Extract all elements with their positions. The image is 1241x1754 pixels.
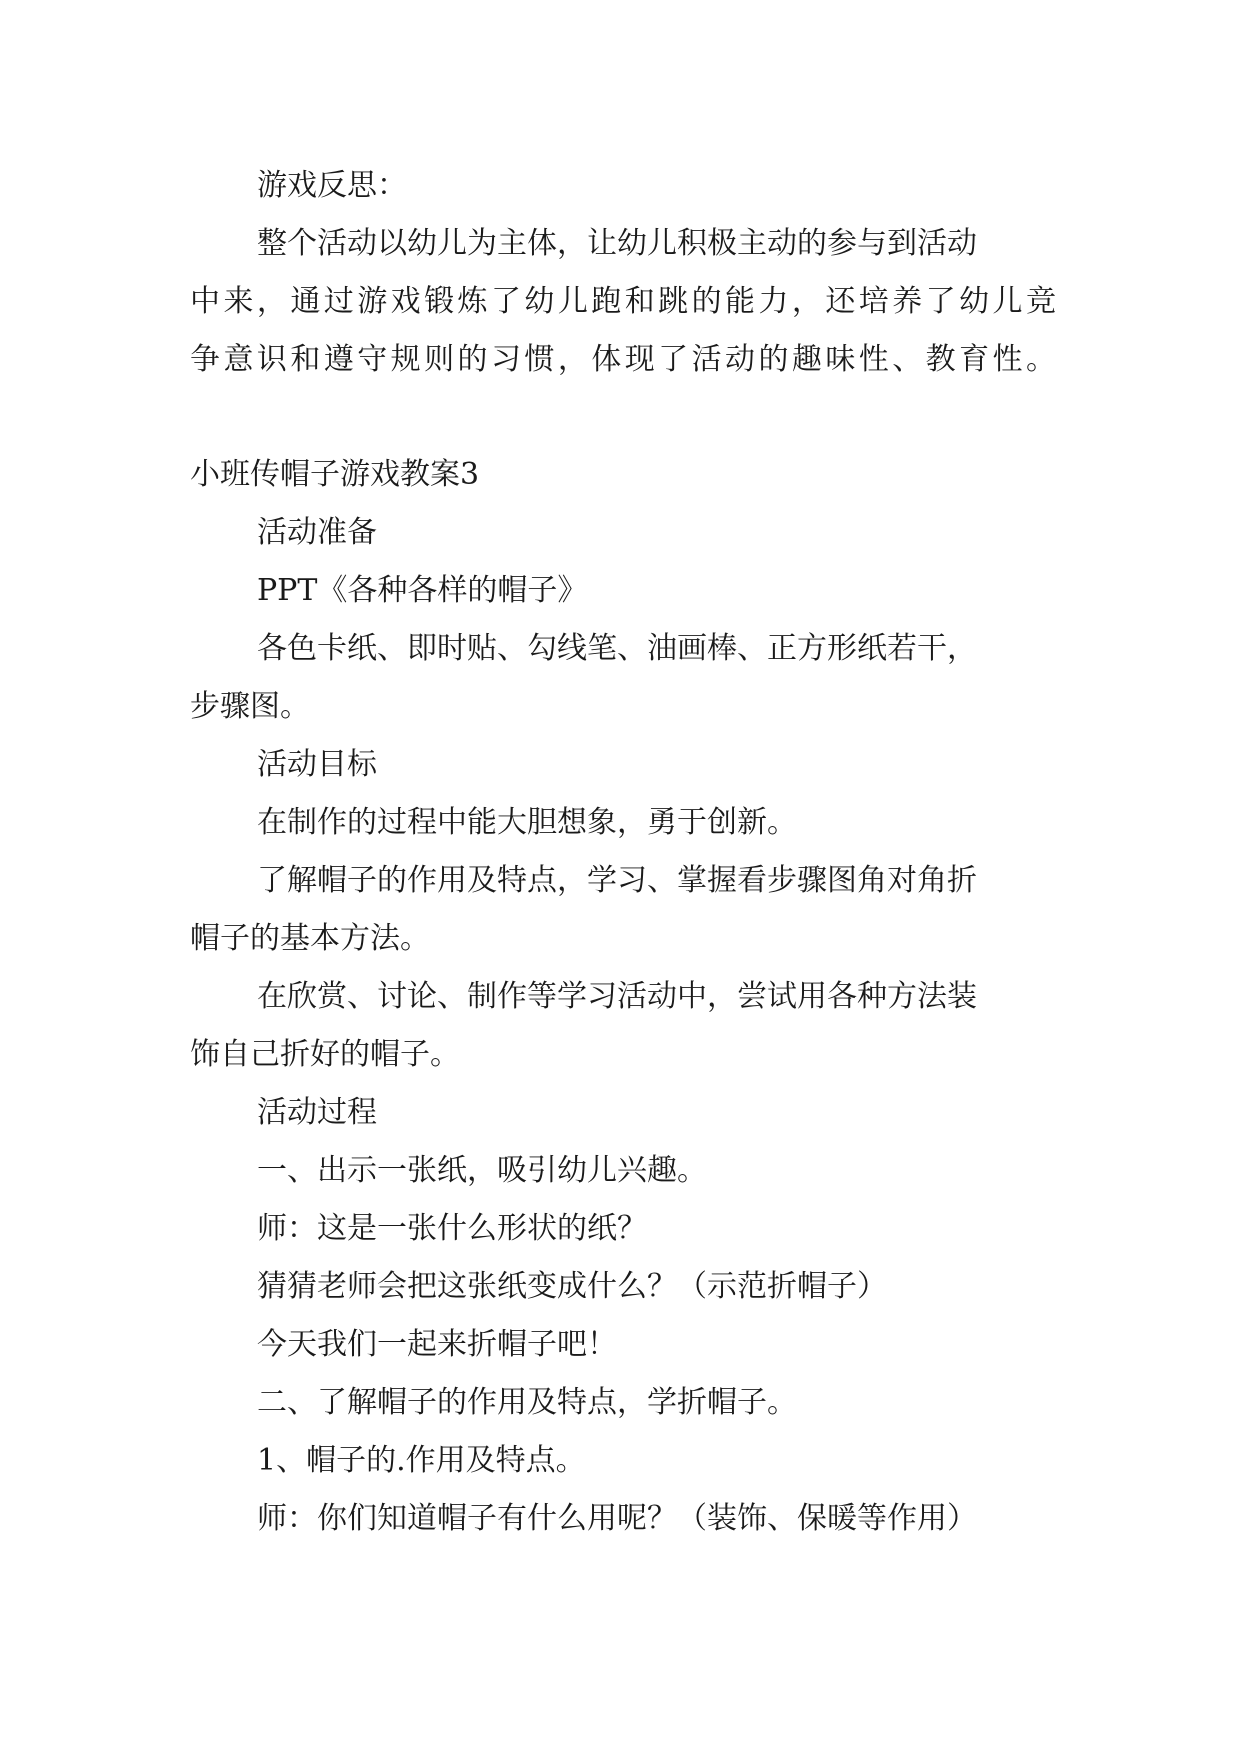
paragraph-line: 步骤图。	[190, 689, 310, 724]
paragraph-line: 一、出示一张纸，吸引幼儿兴趣。	[257, 1153, 707, 1188]
paragraph-line: PPT《各种各样的帽子》	[257, 573, 588, 608]
paragraph-line: 今天我们一起来折帽子吧！	[257, 1327, 617, 1362]
paragraph-line: 师：这是一张什么形状的纸？	[257, 1211, 647, 1246]
paragraph-line: 二、了解帽子的作用及特点，学折帽子。	[257, 1385, 797, 1420]
subheading-goals: 活动目标	[257, 747, 377, 782]
paragraph-line: 在欣赏、讨论、制作等学习活动中，尝试用各种方法装	[257, 979, 977, 1014]
paragraph-line: 帽子的基本方法。	[190, 921, 430, 956]
subheading-preparation: 活动准备	[257, 515, 377, 550]
paragraph-line: 师：你们知道帽子有什么用呢？（装饰、保暖等作用）	[257, 1501, 977, 1536]
subheading-process: 活动过程	[257, 1095, 377, 1130]
paragraph-line: 中来，通过游戏锻炼了幼儿跑和跳的能力，还培养了幼儿竞	[190, 284, 1056, 319]
paragraph-line: 了解帽子的作用及特点，学习、掌握看步骤图角对角折	[257, 863, 977, 898]
paragraph-line: 争意识和遵守规则的习惯，体现了活动的趣味性、教育性。	[190, 342, 1056, 377]
paragraph-line: 饰自己折好的帽子。	[190, 1037, 460, 1072]
paragraph-heading-reflection: 游戏反思：	[257, 168, 407, 203]
section-title: 小班传帽子游戏教案3	[190, 457, 480, 492]
paragraph-line: 各色卡纸、即时贴、勾线笔、油画棒、正方形纸若干，	[257, 631, 977, 666]
paragraph-line: 在制作的过程中能大胆想象，勇于创新。	[257, 805, 797, 840]
paragraph-line: 猜猜老师会把这张纸变成什么？（示范折帽子）	[257, 1269, 887, 1304]
paragraph-line: 整个活动以幼儿为主体，让幼儿积极主动的参与到活动	[257, 226, 977, 261]
paragraph-line: 1、帽子的.作用及特点。	[257, 1443, 586, 1478]
